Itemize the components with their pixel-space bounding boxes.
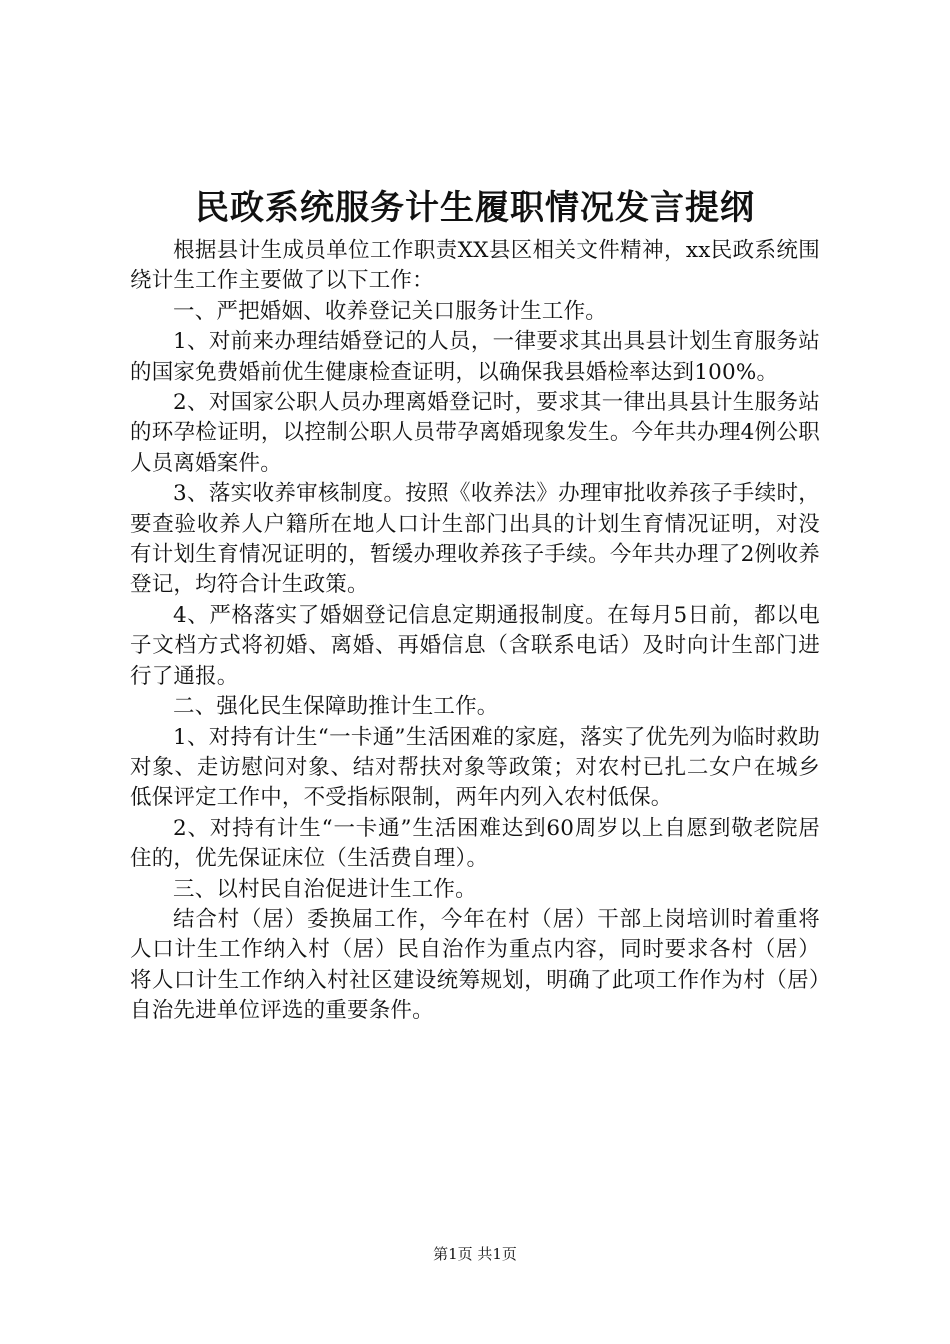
paragraph-intro: 根据县计生成员单位工作职责XX县区相关文件精神，xx民政系统围绕计生工作主要做了以下工作： (130, 238, 820, 294)
document-body (130, 236, 820, 1027)
paragraph-3-1: 结合村（居）委换届工作，今年在村（居）干部上岗培训时着重将人口计生工作纳入村（居）民自治作为重点内容，同时要求各村（居）将人口计生工作纳入村社区建设统筹规划，明确了此项工作作为村（居）自治先进单位评选的重要条件。 (130, 906, 820, 1024)
paragraph-2-1: 1、对持有计生“一卡通”生活困难的家庭，落实了优先列为临时救助对象、走访慰问对象、结对帮扶对象等政策；对农村已扎二女户在城乡低保评定工作中，不受指标限制，两年内列入农村低保。 (130, 724, 820, 811)
paragraph-2-2: 2、对持有计生“一卡通”生活困难达到60周岁以上自愿到敬老院居住的，优先保证床位（生活费自理）。 (130, 815, 820, 872)
section-heading-2: 二、强化民生保障助推计生工作。 (173, 694, 499, 720)
page-footer: 第1页 共1页 (433, 1245, 517, 1263)
paragraph-1-3: 3、落实收养审核制度。按照《收养法》办理审批收养孩子手续时，要查验收养人户籍所在地人口计生部门出具的计划生育情况证明，对没有计划生育情况证明的，暂缓办理收养孩子手续。今年共办理了2例收养登记，均符合计生政策。 (130, 481, 820, 598)
paragraph-1-4: 4、严格落实了婚姻登记信息定期通报制度。在每月5日前，都以电子文档方式将初婚、离婚、再婚信息（含联系电话）及时向计生部门进行了通报。 (130, 602, 820, 689)
paragraph-1-1: 1、对前来办理结婚登记的人员，一律要求其出具县计划生育服务站的国家免费婚前优生健康检查证明，以确保我县婚检率达到100%。 (130, 329, 820, 385)
paragraph-1-2: 2、对国家公职人员办理离婚登记时，要求其一律出具县计生服务站的环孕检证明，以控制公职人员带孕离婚现象发生。今年共办理4例公职人员离婚案件。 (130, 390, 820, 476)
section-heading-1: 一、严把婚姻、收养登记关口服务计生工作。 (173, 298, 608, 324)
section-heading-3: 三、以村民自治促进计生工作。 (173, 876, 477, 902)
document-title: 民政系统服务计生履职情况发言提纲 (195, 188, 755, 228)
